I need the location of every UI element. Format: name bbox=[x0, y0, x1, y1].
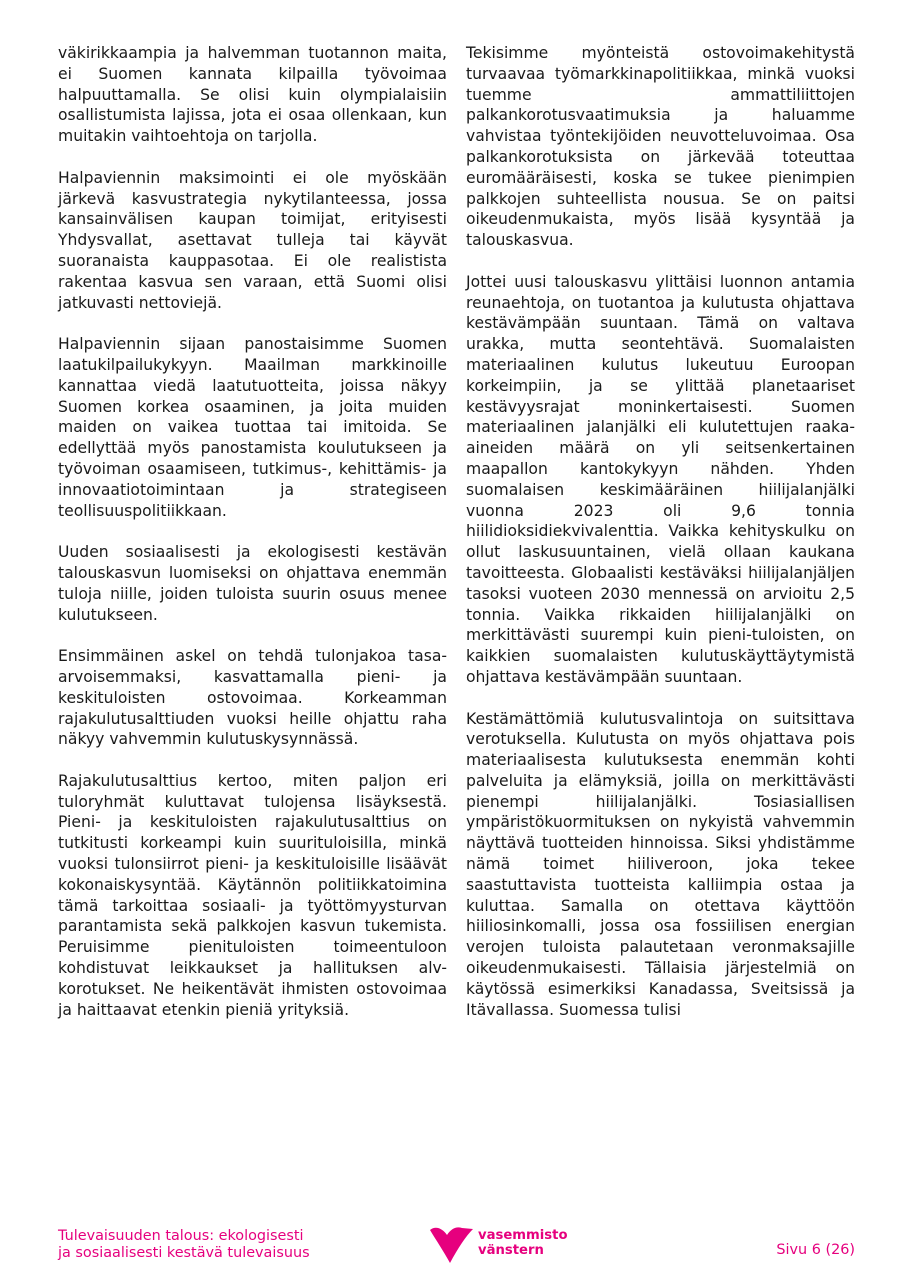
body-paragraph: Halpaviennin sijaan panostaisimme Suomen laatukilpailukykyyn. Maailman markkinoille kannattaa viedä laatutuotteita, joissa näkyy Suomen korkea osaaminen, ja joita muiden maiden on vaikea tuottaa tai imitoida. Se edellyttää myös panostamista koulutukseen ja työvoiman osaamiseen, tutkimus-, kehittämis- ja innovaatiotoimintaan ja strategiseen teollisuuspolitiikkaan. bbox=[58, 335, 447, 520]
page-number: Sivu 6 (26) bbox=[776, 1242, 855, 1258]
footer-document-title bbox=[58, 1228, 388, 1262]
body-paragraph: Jottei uusi talouskasvu ylittäisi luonnon antamia reunaehtoja, on tuotantoa ja kulutusta ohjattava kestävämpään suuntaan. Tämä on valtava urakka, mutta seontehtävä. Suomalaisten materiaalinen kulutus lukeutuu Euroopan korkeimpiin, ja se ylittää planetaariset kestävyysrajat moninkertaisesti. Suomen materiaalinen jalanjälki eli kulutettujen raaka-aineiden määrä on yli seitsenkertainen maapallon kantokykyyn nähden. Yhden suomalaisen keskimääräinen hiilijalanjälki vuonna 2023 oli 9,6 tonnia hiilidioksidiekvivalenttia. Vaikka kehityskulku on ollut laskusuuntainen, vielä ollaan kaukana tavoitteesta. Globaalisti kestäväksi hiilijalanjäljen tasoksi vuoteen 2030 mennessä on arvioitu 2,5 tonnia. Vaikka rikkaiden hiilijalanjälki on merkittävästi suurempi kuin pieni-tuloisten, on kaikkien suomalaisten kulutuskäyttäytymistä ohjattava kestävämpään suuntaan. bbox=[466, 272, 855, 686]
logo-text-line: vänstern bbox=[478, 1243, 544, 1258]
footer-title-line: Tulevaisuuden talous: ekologisesti bbox=[58, 1228, 304, 1244]
body-paragraph: väkirikkaampia ja halvemman tuotannon maita, ei Suomen kannata kilpailla työvoimaa halpuuttamalla. Se olisi kuin olympialaisiin osallistumista lajissa, jota ei osaa ollenkaan, kun muitakin vaihtoehtoja on tarjolla. bbox=[58, 44, 447, 146]
body-paragraph: Halpaviennin maksimointi ei ole myöskään järkevä kasvustrategia nykytilanteessa, jossa kansainvälisen kaupan toimijat, erityisesti Yhdysvallat, asettavat tulleja tai käyvät suoranaista kauppasotaa. Ei ole realistista rakentaa kasvua sen varaan, että Suomi olisi jatkuvasti nettoviejä. bbox=[58, 168, 447, 312]
left-column bbox=[58, 43, 447, 1041]
body-paragraph: Uuden sosiaalisesti ja ekologisesti kestävän talouskasvun luomiseksi on ohjattava enemmän tuloja niille, joiden tuloista suurin osuus menee kulutukseen. bbox=[58, 543, 447, 624]
party-logo bbox=[428, 1226, 578, 1266]
body-paragraph: Rajakulutusalttius kertoo, miten paljon eri tuloryhmät kuluttavat tulojensa lisäyksestä. Pieni- ja keskituloisten rajakulutusalttius on tutkitusti korkeampi kuin suurituloisilla, minkä vuoksi tulonsiirrot pieni- ja keskituloisille lisäävät kokonaiskysyntää. Käytännön politiikkatoimina tämä tarkoittaa sosiaali- ja työttömyysturvan parantamista sekä palkkojen kasvun tukemista. Peruisimme pienituloisten toimeentuloon kohdistuvat leikkaukset ja hallituksen alv-korotukset. Ne heikentävät ihmisten ostovoimaa ja haittaavat etenkin pieniä yrityksiä. bbox=[58, 771, 447, 1019]
body-paragraph: Kestämättömiä kulutusvalintoja on suitsittava verotuksella. Kulutusta on myös ohjattava pois materiaalisesta kulutuksesta enemmän kohti palveluita ja elämyksiä, joilla on merkittävästi pienempi hiilijalanjälki. Tosiasiallisen ympäristökuormituksen on nykyistä vahvemmin näyttävä tuotteiden hinnoissa. Siksi yhdistämme nämä toimet hiiliveroon, joka tekee saastuttavista tuotteista kalliimpia ostaa ja kuluttaa. Samalla on otettava käyttöön hiiliosinkomalli, jossa osa fossiilisen energian verojen tuloista palautetaan veronmaksajille oikeudenmukaisesti. Tällaisia järjestelmiä on käytössä esimerkiksi Kanadassa, Sveitsissä ja Itävallassa. Suomessa tulisi bbox=[466, 709, 855, 1019]
body-paragraph: Tekisimme myönteistä ostovoimakehitystä turvaavaa työmarkkinapolitiikkaa, minkä vuoksi tuemme ammattiliittojen palkankorotusvaatimuksia ja haluamme vahvistaa työntekijöiden neuvotteluvoimaa. Osa palkankorotuksista on järkevää toteuttaa euromääräisesti, koska se tukee pienimpien palkkojen suhteellista nousua. Se on paitsi oikeudenmukaista, myös lisää kysyntää ja talouskasvua. bbox=[466, 44, 855, 250]
logo-text-line: vasemmisto bbox=[478, 1228, 568, 1243]
logo-wordmark bbox=[478, 1228, 568, 1258]
right-column bbox=[466, 43, 855, 1041]
v-heart-logo-icon bbox=[428, 1226, 474, 1264]
body-paragraph: Ensimmäinen askel on tehdä tulonjakoa tasa-arvoisemmaksi, kasvattamalla pieni- ja keskituloisten ostovoimaa. Korkeamman rajakulutusalttiuden vuoksi heille ohjattu raha näkyy vahvemmin kulutuskysynnässä. bbox=[58, 647, 447, 749]
footer-title-line: ja sosiaalisesti kestävä tulevaisuus bbox=[58, 1245, 310, 1261]
